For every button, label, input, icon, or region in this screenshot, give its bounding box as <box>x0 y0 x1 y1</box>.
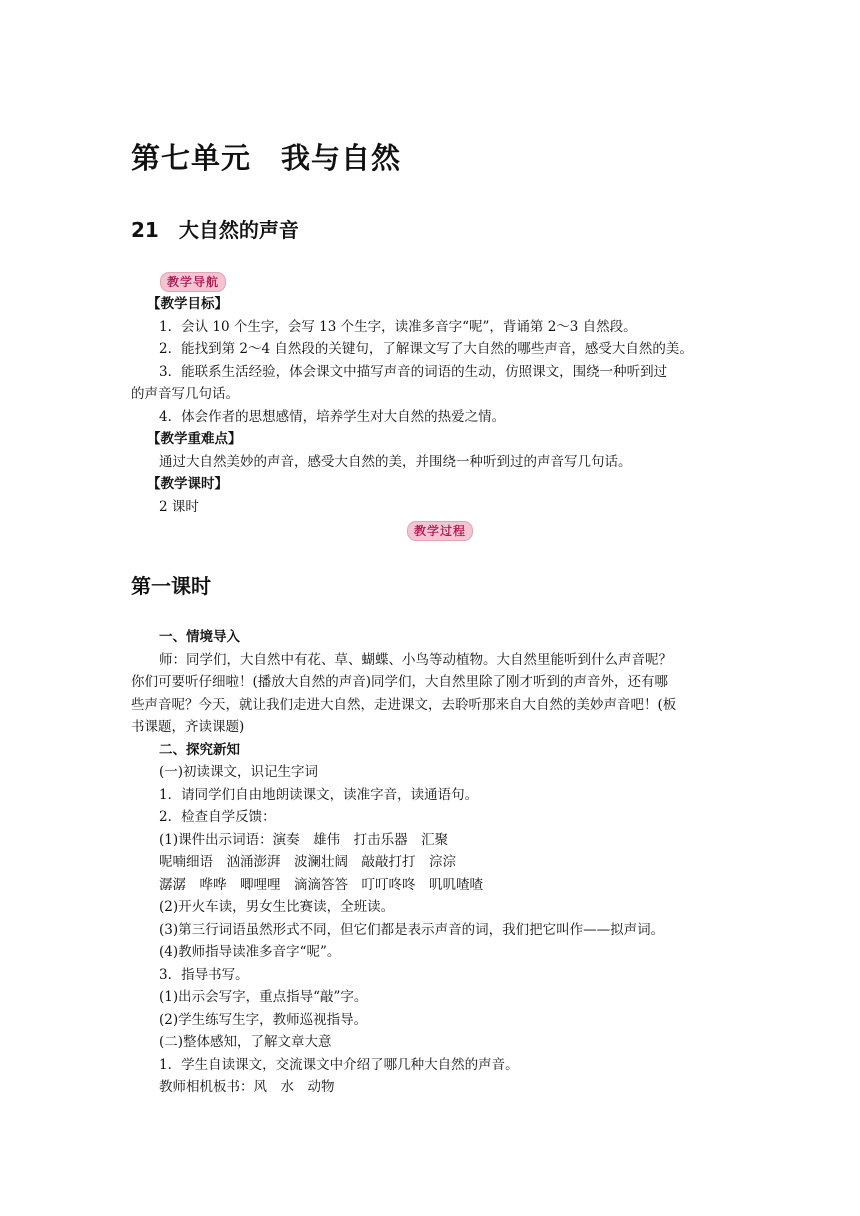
teaching-process-badge: 教学过程 <box>407 521 473 541</box>
unit-title: 第七单元 我与自然 <box>131 141 402 175</box>
text-line: 2 课时 <box>159 498 199 515</box>
text-line: (1)课件出示词语：演奏 雄伟 打击乐器 汇聚 <box>159 831 449 848</box>
text-line: (一)初读课文，识记生字词 <box>159 764 319 780</box>
text-line: 一、情境导入 <box>159 629 240 645</box>
text-line: 4．体会作者的思想感情，培养学生对大自然的热爱之情。 <box>159 408 506 425</box>
text-line: 通过大自然美妙的声音，感受大自然的美，并围绕一种听到过的声音写几句话。 <box>159 453 632 470</box>
text-line: 【教学重难点】 <box>147 431 242 447</box>
text-line: 你们可要听仔细啦！(播放大自然的声音)同学们，大自然里除了刚才听到的声音外，还有哪 <box>131 674 669 690</box>
text-line: 二、探究新知 <box>159 741 240 758</box>
text-line: 3．指导书写。 <box>159 966 249 983</box>
text-line: 1．学生自读课文，交流课文中介绍了哪几种大自然的声音。 <box>159 1056 519 1073</box>
text-line: 呢喃细语 汹涌澎湃 波澜壮阔 敲敲打打 淙淙 <box>159 854 456 870</box>
text-line: (二)整体感知，了解文章大意 <box>159 1034 332 1050</box>
first-period-section <box>131 626 736 1099</box>
text-line: 【教学课时】 <box>147 476 228 492</box>
period-title: 第一课时 <box>131 574 211 598</box>
lesson-title: 21 大自然的声音 <box>131 218 299 242</box>
text-line: (3)第三行词语虽然形式不同，但它们都是表示声音的词，我们把它叫作——拟声词。 <box>159 921 665 938</box>
text-line: 1．会认 10 个生字，会写 13 个生字，读准多音字“呢”，背诵第 2～3 自然段。 <box>159 318 637 335</box>
text-line: 的声音写几句话。 <box>131 386 239 402</box>
text-line: 教师相机板书：风 水 动物 <box>159 1079 335 1095</box>
text-line: (1)出示会写字，重点指导“敲”字。 <box>159 989 368 1005</box>
teaching-navigation-section <box>131 293 736 518</box>
text-line: 师：同学们，大自然中有花、草、蝴蝶、小鸟等动植物。大自然里能听到什么声音呢？ <box>159 651 672 668</box>
text-line: 书课题，齐读课题) <box>131 719 245 735</box>
text-line: 3．能联系生活经验，体会课文中描写声音的词语的生动，仿照课文，围绕一种听到过 <box>159 363 668 380</box>
text-line: 【教学目标】 <box>147 296 228 312</box>
text-line: 些声音呢？今天，就让我们走进大自然，走进课文，去聆听那来自大自然的美妙声音吧！(板 <box>131 696 677 713</box>
text-line: 2．能找到第 2～4 自然段的关键句，了解课文写了大自然的哪些声音，感受大自然的美。 <box>159 341 693 357</box>
text-line: 1．请同学们自由地朗读课文，读准字音，读通语句。 <box>159 786 479 803</box>
text-line: (2)学生练写生字，教师巡视指导。 <box>159 1011 368 1028</box>
teaching-navigation-badge: 教学导航 <box>160 272 226 292</box>
text-line: (2)开火车读，男女生比赛读，全班读。 <box>159 899 395 915</box>
text-line: 潺潺 哗哗 唧哩哩 滴滴答答 叮叮咚咚 叽叽喳喳 <box>159 876 483 893</box>
text-line: 2．检查自学反馈： <box>159 809 276 825</box>
text-line: (4)教师指导读准多音字“呢”。 <box>159 944 341 960</box>
